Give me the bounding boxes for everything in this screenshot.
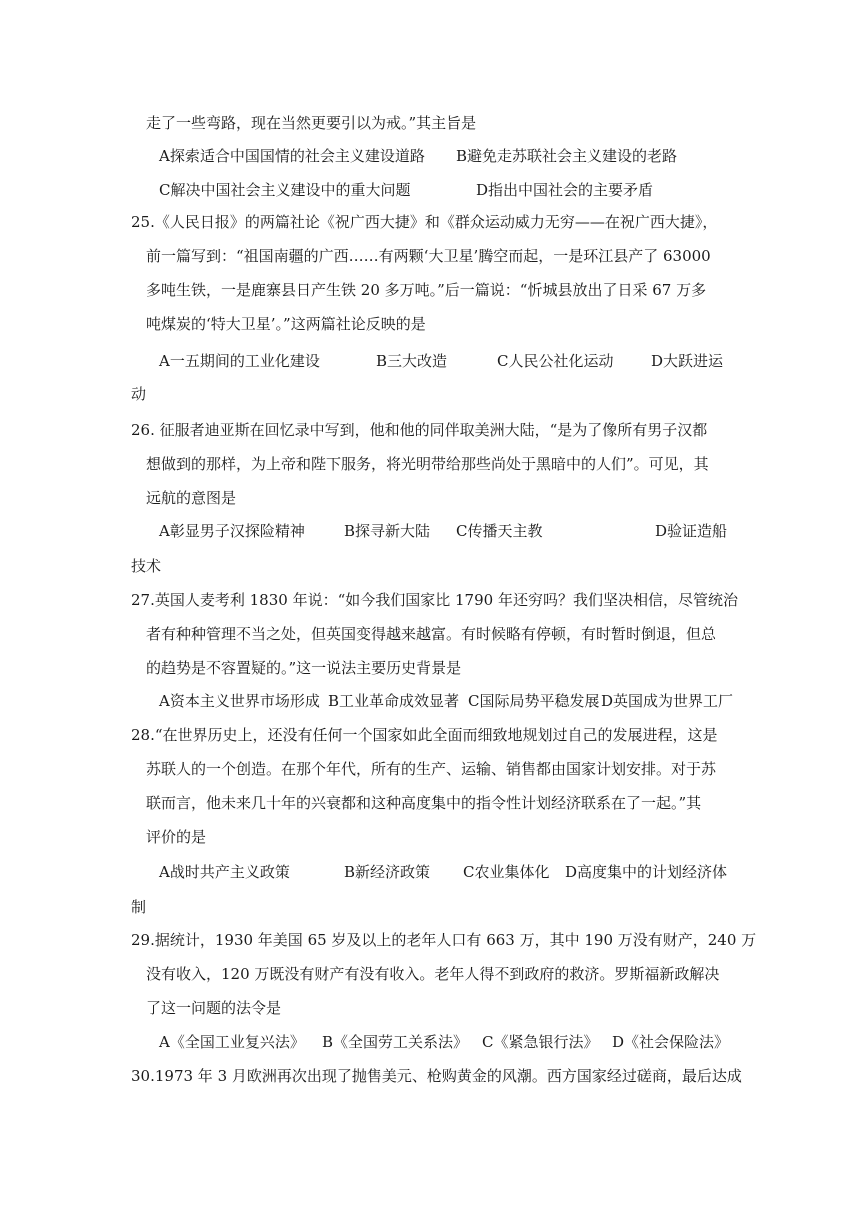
q29-option-c: C《紧急银行法》 xyxy=(482,1033,599,1051)
q28-stem-line: 苏联人的一个创造。在那个年代，所有的生产、运输、销售都由国家计划安排。对于苏 xyxy=(146,760,717,778)
q25-stem-line: 前一篇写到：“祖国南疆的广西……有两颗‘大卫星’腾空而起，一是环江县产了 63000 xyxy=(146,247,711,265)
q24-option-c: C解决中国社会主义建设中的重大问题 xyxy=(159,181,411,199)
q27-stem-line: 27.英国人麦考利 1830 年说：“如今我们国家比 1790 年还穷吗？我们坚决相信，尽管统治 xyxy=(131,591,738,609)
q28-stem-line: 评价的是 xyxy=(146,828,207,846)
q25-option-wrap: 动 xyxy=(131,385,147,403)
q28-stem-line: 28.“在世界历史上，还没有任何一个国家如此全面而细致地规划过自己的发展进程，这是 xyxy=(131,726,718,744)
q29-stem-line: 了这一问题的法令是 xyxy=(146,999,282,1017)
q29-stem-line: 没有收入，120 万既没有财产有没有收入。老年人得不到政府的救济。罗斯福新政解决 xyxy=(146,965,720,983)
q26-option-wrap: 技术 xyxy=(131,557,162,575)
q28-option-b: B新经济政策 xyxy=(344,863,431,881)
q27-option-b: B工业革命成效显著 xyxy=(328,692,460,710)
q26-option-b: B探寻新大陆 xyxy=(344,522,431,540)
q24-continuation: 走了一些弯路，现在当然更要引以为戒。”其主旨是 xyxy=(146,114,477,132)
q24-option-b: B避免走苏联社会主义建设的老路 xyxy=(456,147,678,165)
q29-option-a: A《全国工业复兴法》 xyxy=(159,1033,305,1051)
q25-stem-line: 吨煤炭的‘特大卫星’。”这两篇社论反映的是 xyxy=(146,315,426,333)
q29-stem-line: 29.据统计，1930 年美国 65 岁及以上的老年人口有 663 万，其中 190 万没有财产，240 万 xyxy=(131,931,757,949)
q25-option-d: D大跃进运 xyxy=(651,352,724,370)
q25-option-a: A一五期间的工业化建设 xyxy=(159,352,320,370)
q28-stem-line: 联而言，他未来几十年的兴衰都和这种高度集中的指令性计划经济联系在了一起。”其 xyxy=(146,794,702,812)
q30-stem-line: 30.1973 年 3 月欧洲再次出现了抛售美元、枪购黄金的风潮。西方国家经过磋商，最后达成 xyxy=(131,1067,742,1085)
q27-option-c: C国际局势平稳发展 xyxy=(468,692,600,710)
q27-option-d: D英国成为世界工厂 xyxy=(601,692,734,710)
q29-option-b: B《全国劳工关系法》 xyxy=(322,1033,469,1051)
q26-option-a: A彰显男子汉探险精神 xyxy=(159,522,305,540)
q27-stem-line: 的趋势是不容置疑的。”这一说法主要历史背景是 xyxy=(146,659,462,677)
q27-stem-line: 者有种种管理不当之处，但英国变得越来越富。有时候略有停顿，有时暂时倒退，但总 xyxy=(146,625,717,643)
q28-option-a: A战时共产主义政策 xyxy=(159,863,290,881)
q25-stem-line: 25.《人民日报》的两篇社论《祝广西大捷》和《群众运动威力无穷——在祝广西大捷》， xyxy=(131,213,718,231)
q25-option-c: C人民公社化运动 xyxy=(497,352,614,370)
q29-option-d: D《社会保险法》 xyxy=(612,1033,730,1051)
q25-option-b: B三大改造 xyxy=(376,352,448,370)
q24-option-d: D指出中国社会的主要矛盾 xyxy=(476,181,654,199)
q26-option-c: C传播天主教 xyxy=(456,522,543,540)
q28-option-c: C农业集体化 xyxy=(463,863,550,881)
q26-option-d: D验证造船 xyxy=(655,522,728,540)
q26-stem-line: 26. 征服者迪亚斯在回忆录中写到，他和他的同伴取美洲大陆，“是为了像所有男子汉都 xyxy=(131,421,708,439)
q24-option-a: A探索适合中国国情的社会主义建设道路 xyxy=(159,147,425,165)
q27-option-a: A资本主义世界市场形成 xyxy=(159,692,320,710)
q28-option-wrap: 制 xyxy=(131,898,147,916)
q26-stem-line: 远航的意图是 xyxy=(146,489,237,507)
q28-option-d: D高度集中的计划经济体 xyxy=(565,863,728,881)
q26-stem-line: 想做到的那样，为上帝和陛下服务，将光明带给那些尚处于黑暗中的人们”。可见，其 xyxy=(146,455,709,473)
q25-stem-line: 多吨生铁，一是鹿寨县日产生铁 20 多万吨。”后一篇说：“忻城县放出了日采 67 万多 xyxy=(146,281,707,299)
